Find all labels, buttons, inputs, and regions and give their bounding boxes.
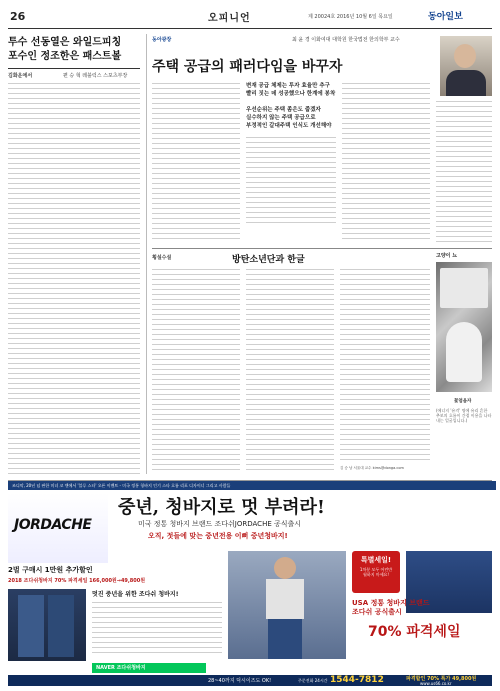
editorial-body-col2 — [246, 268, 334, 474]
editorial-label: 횡설수설 — [152, 255, 172, 261]
editorial-byline: 김 승 남 서울대 교수 kims@donga.com — [340, 466, 404, 470]
section-title: 오피니언 — [208, 13, 251, 24]
ad-phone[interactable]: 1544-7812 — [330, 675, 384, 685]
page-header — [8, 6, 492, 29]
left-column-label: 김화운에서 — [8, 73, 33, 79]
ad-main-title: 중년, 청바지로 멋 부려라! — [118, 497, 325, 518]
editorial-section — [152, 252, 432, 476]
main-column — [152, 34, 432, 244]
ad-special-badge — [352, 551, 400, 593]
main-body-col3 — [342, 82, 430, 242]
editorial-headline: 방탄소년단과 한글 — [232, 255, 305, 265]
editorial-body-col3 — [340, 268, 430, 464]
ad-sub1: 미국 정통 청바지 브랜드 조다쉬JORDACHE 공식출시 — [138, 520, 302, 528]
cartoon-section — [436, 252, 492, 476]
main-body-col4 — [436, 100, 492, 244]
ad-fit-box — [92, 589, 222, 661]
ad-naver-search[interactable]: NAVER 조다쉬청바지 — [92, 663, 206, 673]
ad-price-line: 2018 조다쉬청바지 70% 파격세일 166,000원→49,800원 — [8, 578, 146, 584]
ad-footer-bar — [8, 675, 492, 686]
newspaper-logo: 동아일보 — [428, 12, 463, 22]
main-column-label: 동아광장 — [152, 37, 172, 43]
ad-price-footer: 파격할인 70% 특가 49,800원 — [406, 676, 477, 682]
left-body-text — [8, 82, 140, 474]
cartoon-label: 고양이 뇨 — [436, 253, 458, 259]
cartoon-title: 꽃엄음자 — [454, 399, 472, 404]
ad-fit-title: 멋진 중년을 위한 조다쉬 청바지! — [92, 591, 179, 598]
left-headline: 투수 선동열은 와일드피칭 포수인 정조한은 패스트볼 — [8, 37, 122, 62]
pullquote-box — [246, 82, 336, 226]
ad-jeans-photo — [8, 589, 86, 661]
ad-buy-title: 2벌 구매시 1만원 추가할인 — [8, 566, 93, 574]
ad-model-photo — [228, 551, 346, 659]
jordache-advertisement — [8, 480, 492, 686]
ad-usa-line: USA 정통 청바지 브랜드 조다쉬 공식출시 — [352, 599, 430, 616]
left-column — [8, 36, 140, 476]
ad-brand: JORDACHE — [14, 517, 92, 533]
ad-special-sub: 1차분 모두 어린만 월하지 마세요! — [359, 567, 393, 577]
main-headline: 주택 공급의 패러다임을 바꾸자 — [152, 59, 343, 75]
ad-phone-label: 주문전화 24시간 — [298, 678, 328, 683]
left-byline: 편 승 혁 레블럭스 스포츠부장 — [63, 73, 128, 79]
editorial-body-col1 — [152, 268, 240, 474]
main-body-col1 — [152, 82, 240, 242]
ad-hours-label: 28~40까지 딕시이즈도 OK! — [208, 678, 272, 684]
pullquote-a: 변재 공급 체제는 투자 효율만 추구 빨리 짓는 데 성공했으나 한계에 봉착 — [246, 83, 336, 97]
author-photo — [440, 36, 492, 96]
cartoon-caption: (에너지 '유격' 명에 유리 흔한 추보의 흐름이 간접 이용을 나타내는 얼굴입니다.) — [436, 408, 492, 423]
cartoon-image — [436, 262, 492, 392]
page-number: 26 — [10, 10, 26, 23]
ad-special-title: 특별세일! — [360, 556, 392, 564]
pullquote-b: 우선순위는 주택 좀은도 줍겠자 실수하지 않는 주택 공급으로 부정적인 갈대주택 인식도 개선해야 — [246, 107, 332, 129]
ad-sub2: 오직, 젓들에 맞는 중년전용 이뻐 중년청바지! — [148, 532, 288, 540]
ad-brand-box — [8, 493, 108, 563]
ad-top-banner: 조디악, 20년 넘 판한 미녀 코 앤에서 '블루 스타' 오픈 이벤트 - 미국 정통 청바지 인기 스타 흐름 리포 디자이너 그리고 사람들 — [8, 481, 496, 490]
date-line: 제 20024호 2016년 10월 6일 목요일 — [308, 14, 393, 20]
ad-url[interactable]: www.us66.co.kr — [420, 681, 452, 686]
ad-discount: 70% 파격세일 — [368, 624, 461, 640]
main-author: 최 윤 경 이화여대 대학원 한국법전 한의학부 교수 — [292, 37, 400, 43]
